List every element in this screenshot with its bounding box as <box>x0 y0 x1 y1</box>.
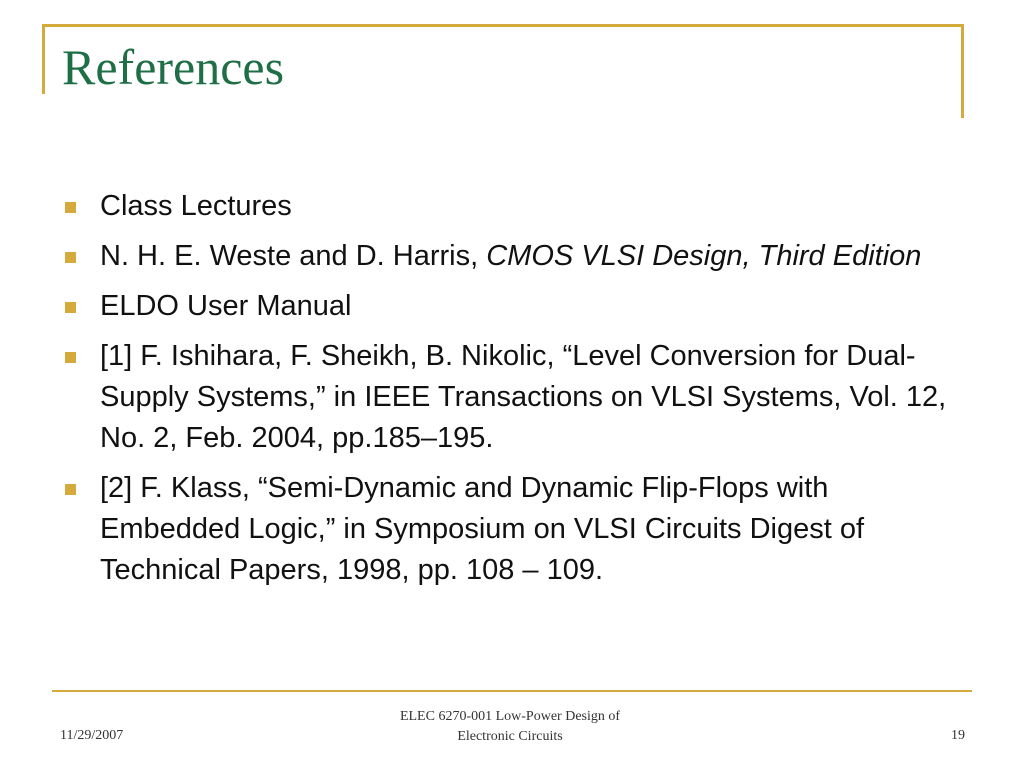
square-bullet-icon <box>65 352 76 363</box>
reference-text: Class Lectures <box>100 190 292 222</box>
footer-course-title <box>340 707 680 747</box>
reference-item-klass <box>62 468 972 591</box>
reference-item-ishihara <box>62 336 972 459</box>
reference-text: [2] F. Klass, “Semi-Dynamic and Dynamic Flip-Flops with Embedded Logic,” in Symposium on VLSI Circuits Digest of Technical Papers, 1998, pp. 108 – 109. <box>100 472 865 586</box>
footer-date: 11/29/2007 <box>60 728 124 743</box>
footer-course-line2: Electronic Circuits <box>457 729 563 744</box>
reference-text: ELDO User Manual <box>100 290 352 322</box>
book-title: CMOS VLSI Design, Third Edition <box>486 240 922 272</box>
reference-text: N. H. E. Weste and D. Harris, <box>100 240 487 272</box>
slide-title: References <box>62 39 285 95</box>
frame-right-border <box>961 24 964 118</box>
reference-item-class-lectures <box>62 186 972 227</box>
frame-top-border <box>42 24 964 27</box>
square-bullet-icon <box>65 302 76 313</box>
reference-item-eldo-manual <box>62 286 972 327</box>
square-bullet-icon <box>65 484 76 495</box>
reference-list <box>62 186 972 600</box>
frame-left-border <box>42 24 45 94</box>
square-bullet-icon <box>65 202 76 213</box>
footer-page-number: 19 <box>951 728 965 743</box>
footer-course-line1: ELEC 6270-001 Low-Power Design of <box>399 709 621 724</box>
square-bullet-icon <box>65 252 76 263</box>
reference-item-weste-harris <box>62 236 972 277</box>
footer-divider <box>52 690 972 692</box>
reference-text: [1] F. Ishihara, F. Sheikh, B. Nikolic, “Level Conversion for Dual-Supply Systems,” in IEEE Transactions on VLSI Systems, Vol. 12, No. 2, Feb. 2004, pp.185–195. <box>100 340 947 454</box>
